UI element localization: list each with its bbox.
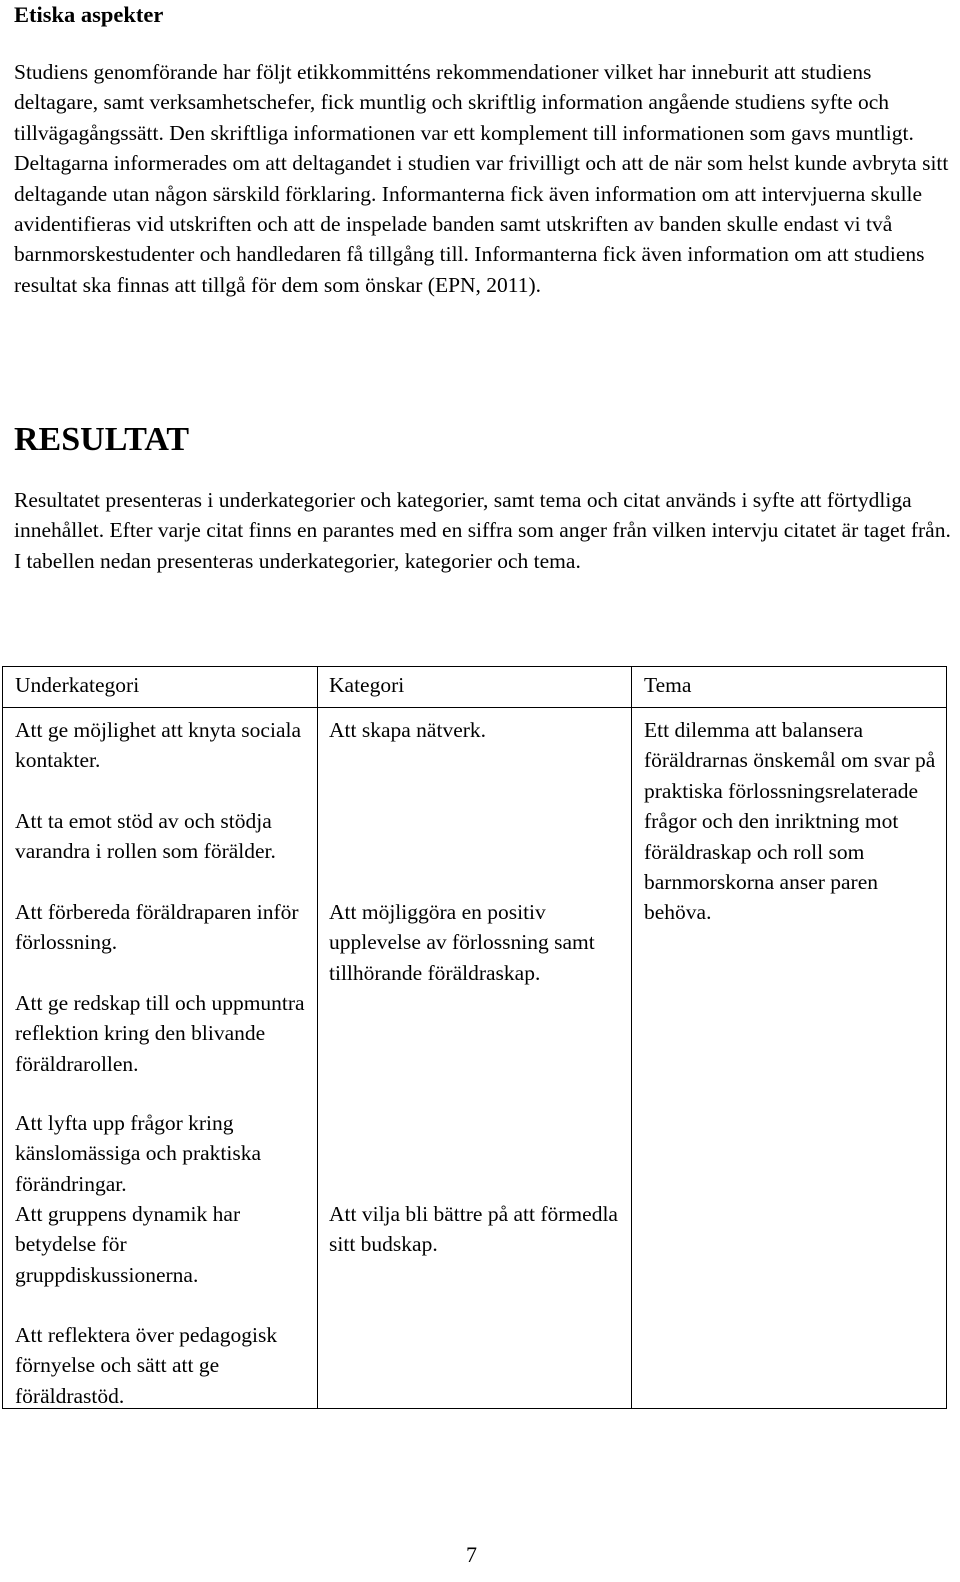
table-column-divider xyxy=(631,667,632,1408)
subcategory-cell: Att reflektera över pedagogisk förnyelse och sätt att ge föräldrastöd. xyxy=(15,1323,278,1408)
subcategory-cell: Att ge redskap till och uppmuntra reflektion kring den blivande föräldrarollen. xyxy=(15,991,305,1076)
page-number: 7 xyxy=(466,1542,477,1567)
subcategory-cell: Att förbereda föräldraparen inför förlossning. xyxy=(15,900,299,955)
section-heading: Etiska aspekter xyxy=(14,2,164,27)
ethics-paragraph: Studiens genomförande har följt etikkommitténs rekommendationer vilket har inneburit att studiens deltagare, samt verksamhetschefer, fick muntlig och skriftlig information angående studiens syfte och tillvägagångssätt. Den skriftliga informationen var ett komplement till informationen som gavs muntligt. Deltagarna informerades om att deltagandet i studien var frivilligt och att de när som helst kunde avbryta sitt deltagande utan någon särskild förklaring. Informanterna fick även information om att intervjuerna skulle avidentifieras vid utskriften och att de inspelade banden samt utskriften av banden skulle endast vi två barnmorskestudenter och handledaren få tillgång till. Informanterna fick även information om att studiens resultat ska finnas att tillgå för dem som önskar (EPN, 2011). xyxy=(14,60,949,297)
subcategory-cell: Att ge möjlighet att knyta sociala kontakter. xyxy=(15,718,301,773)
header-tema: Tema xyxy=(644,673,692,697)
header-kategori: Kategori xyxy=(329,673,405,697)
results-heading: RESULTAT xyxy=(14,421,190,458)
results-paragraph: Resultatet presenteras i underkategorier och kategorier, samt tema och citat används i syfte att förtydliga innehållet. Efter varje citat finns en parantes med en siffra som anger från vilken intervju citatet är taget från. I tabellen nedan presenteras underkategorier, kategorier och tema. xyxy=(14,488,951,573)
subcategory-cell: Att lyfta upp frågor kring känslomässiga och praktiska förändringar. xyxy=(15,1111,262,1196)
category-cell: Att vilja bli bättre på att förmedla sitt budskap. xyxy=(329,1202,618,1257)
category-cell: Att skapa nätverk. xyxy=(329,718,487,742)
header-underkategori: Underkategori xyxy=(15,673,140,697)
subcategory-cell: Att ta emot stöd av och stödja varandra i rollen som förälder. xyxy=(15,809,276,864)
category-cell: Att möjliggöra en positiv upplevelse av förlossning samt tillhörande föräldraskap. xyxy=(329,900,595,985)
subcategory-cell: Att gruppens dynamik har betydelse för gruppdiskussionerna. xyxy=(15,1202,241,1287)
results-table xyxy=(2,666,947,1409)
theme-cell: Ett dilemma att balansera föräldrarnas önskemål om svar på praktiska förlossningsrelaterade frågor och den inriktning mot föräldraskap och roll som barnmorskorna anser paren behöva. xyxy=(644,718,936,925)
table-column-divider xyxy=(317,667,318,1408)
table-header-divider xyxy=(3,707,946,708)
